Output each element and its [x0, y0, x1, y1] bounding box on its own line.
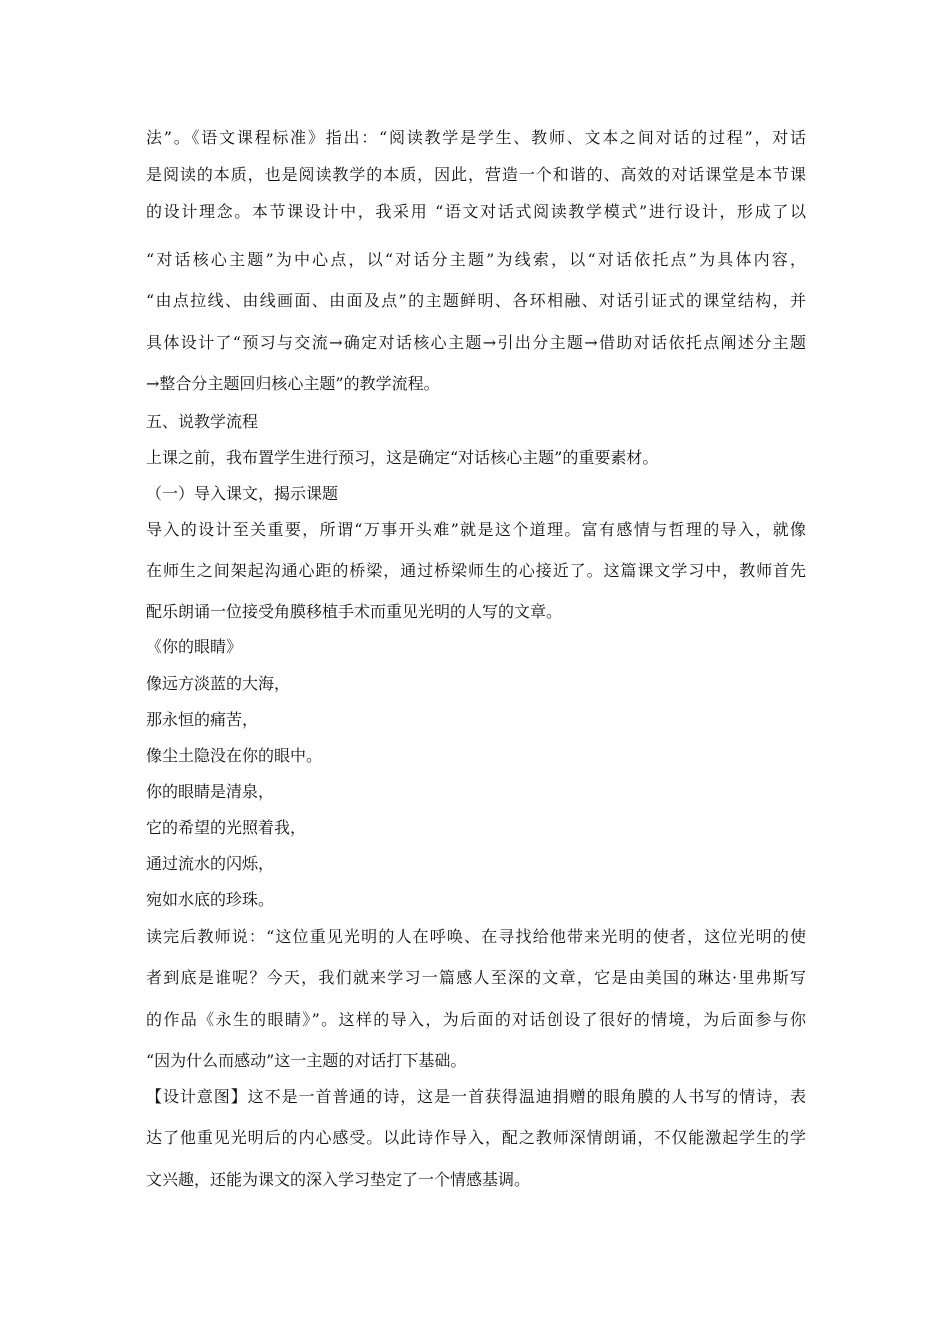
sub1-heading: （一）导入课文，揭示课题	[146, 484, 339, 503]
after-poem-line-1: 读完后教师说：“这位重见光明的人在呼唤、在寻找给他带来光明的使者，这位光明的使	[146, 927, 806, 946]
after-poem-line-4: “因为什么而感动”这一主题的对话打下基础。	[146, 1051, 467, 1070]
intro-line-2: 是阅读的本质，也是阅读教学的本质，因此，营造一个和谐的、高效的对话课堂是本节课	[146, 165, 806, 184]
poem-line-4: 你的眼睛是清泉，	[146, 782, 275, 801]
intro-line-4: “对话核心主题”为中心点，以“对话分主题”为线索，以“对话依托点”为具体内容，	[146, 250, 806, 269]
design-intent-line-2: 达了他重见光明后的内心感受。以此诗作导入，配之教师深情朗诵，不仅能激起学生的学	[146, 1128, 806, 1147]
intro-line-1: 法”。《语文课程标准》指出：“阅读教学是学生、教师、文本之间对话的过程”，对话	[146, 128, 806, 147]
after-poem-line-3: 的作品《永生的眼睛》”。这样的导入，为后面的对话创设了很好的情境，为后面参与你	[146, 1010, 806, 1029]
poem-line-6: 通过流水的闪烁，	[146, 854, 275, 873]
design-intent-line-3: 文兴趣，还能为课文的深入学习垫定了一个情感基调。	[146, 1170, 531, 1189]
intro-line-5: “由点拉线、由线画面、由面及点”的主题鲜明、各环相融、对话引证式的课堂结构，并	[146, 291, 806, 310]
poem-line-5: 它的希望的光照着我，	[146, 818, 307, 837]
preview-line: 上课之前，我布置学生进行预习，这是确定“对话核心主题”的重要素材。	[146, 448, 659, 467]
intro-line-7: →整合分主题回归核心主题”的教学流程。	[146, 374, 440, 393]
poem-line-7: 宛如水底的珍珠。	[146, 890, 275, 909]
poem-line-1: 像远方淡蓝的大海，	[146, 674, 291, 693]
sub1-line-2: 在师生之间架起沟通心距的桥梁，通过桥梁师生的心接近了。这篇课文学习中，教师首先	[146, 561, 806, 580]
intro-line-3: 的设计理念。本节课设计中，我采用 “语文对话式阅读教学模式”进行设计，形成了以	[146, 202, 806, 221]
sub1-line-1: 导入的设计至关重要，所谓“万事开头难”就是这个道理。富有感情与哲理的导入，就像	[146, 520, 806, 539]
after-poem-line-2: 者到底是谁呢？今天，我们就来学习一篇感人至深的文章，它是由美国的琳达·里弗斯写	[146, 968, 806, 987]
sub1-line-3: 配乐朗诵一位接受角膜移植手术而重见光明的人写的文章。	[146, 602, 563, 621]
design-intent-line-1: 【设计意图】这不是一首普通的诗，这是一首获得温迪捐赠的眼角膜的人书写的情诗，表	[146, 1087, 806, 1106]
section5-heading: 五、说教学流程	[146, 412, 259, 431]
poem-line-2: 那永恒的痛苦，	[146, 710, 259, 729]
poem-title: 《你的眼睛》	[146, 637, 243, 656]
poem-line-3: 像尘土隐没在你的眼中。	[146, 746, 323, 765]
intro-line-6: 具体设计了“预习与交流→确定对话核心主题→引出分主题→借助对话依托点阐述分主题	[146, 333, 806, 352]
